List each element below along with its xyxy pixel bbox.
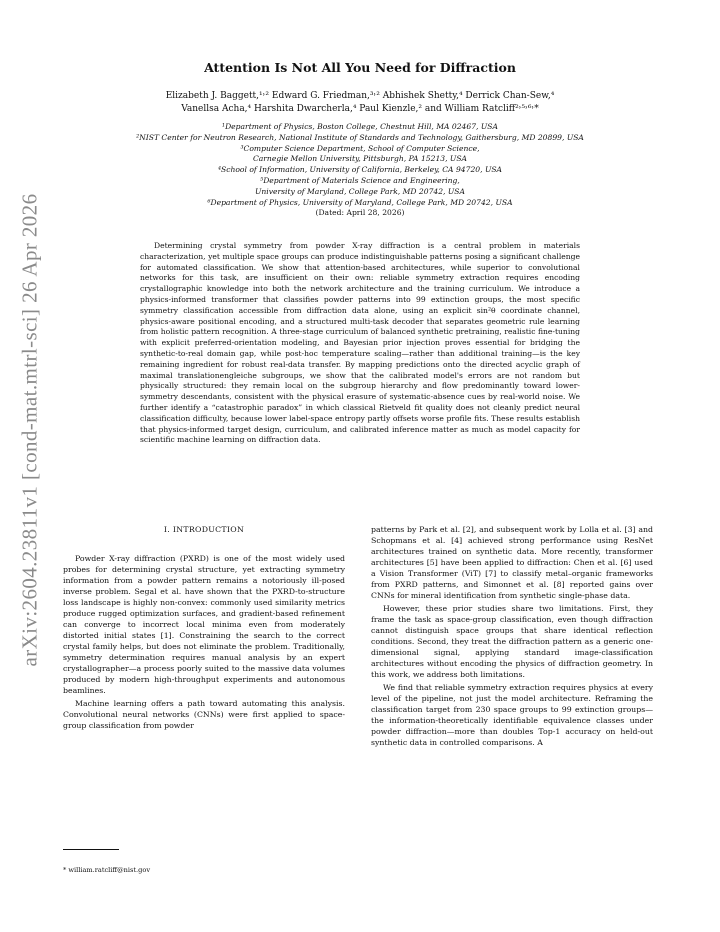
left-column: [63, 524, 345, 731]
paragraph: patterns by Park et al. [2], and subsequent work by Lolla et al. [3] and Schopmans et al. [4] achieved strong performance using ResNet architectures trained on synthetic data. More recently, transformer architectures [5] have been applied to diffraction: Chen et al. [6] used a Vision Transformer (ViT) [7] to classify metal–organic frameworks from PXRD patterns, and Simonnet et al. [8] reported gains over CNNs for mineral identification from synthetic single-phase data.: [371, 525, 653, 600]
paragraph: We find that reliable symmetry extraction requires physics at every level of the pipeline, not just the model architecture. Reframing the classification target from 230 space groups to 99 extinction groups—the information-theoretically identifiable equivalence classes under powder diffraction—more than doubles Top-1 accuracy on held-out synthetic data in controlled comparisons. A: [371, 683, 653, 747]
author-list: [0, 90, 720, 116]
affiliation-line: Carnegie Mellon University, Pittsburgh, PA 15213, USA: [252, 154, 468, 164]
affiliation-line: ³Computer Science Department, School of Computer Science,: [240, 143, 480, 153]
affiliation-line: ⁶Department of Physics, University of Maryland, College Park, MD 20742, USA: [207, 197, 513, 207]
footnote-divider: [63, 849, 119, 850]
arxiv-sidebar-stamp: [14, 190, 46, 670]
section-heading: I. INTRODUCTION: [163, 525, 245, 534]
arxiv-identifier: arXiv:2604.23811v1 [cond-mat.mtrl-sci] 26 Apr 2026: [17, 193, 42, 667]
affiliation-line: ²NIST Center for Neutron Research, National Institute of Standards and Technology, Gaithersburg, MD 20899, USA: [136, 132, 584, 142]
author-line: Elizabeth J. Baggett,¹˒² Edward G. Friedman,³˒² Abhishek Shetty,⁴ Derrick Chan-Sew,⁴: [165, 91, 555, 101]
footnote: * william.ratcliff@nist.gov: [63, 866, 151, 874]
paragraph: However, these prior studies share two limitations. First, they frame the task as space-group classification, even though diffraction cannot distinguish space groups that share identical reflection conditions. Second, they treat the diffraction pattern as a generic one-dimensional signal, applying standard image-classification architectures without encoding the physics of diffraction geometry. In this work, we address both limitations.: [371, 604, 653, 679]
affiliation-list: [0, 122, 720, 219]
affiliation-line: ⁵Department of Materials Science and Engineering,: [260, 175, 460, 185]
paragraph: Powder X-ray diffraction (PXRD) is one of the most widely used probes for determining crystal structure, yet extracting symmetry information from a powder pattern remains a notoriously ill-posed inverse problem. Segal et al. have shown that the PXRD-to-structure loss landscape is highly non-convex: commonly used similarity metrics produce rugged optimization surfaces, and gradient-based refinement can converge to incorrect local minima even from moderately distorted initial states [1]. Constraining the search to the correct crystal family helps, but does not eliminate the problem. Traditionally, symmetry determination requires manual analysis by an expert crystallographer—a process poorly suited to the massive data volumes produced by modern high-throughput experiments and autonomous beamlines.: [63, 554, 345, 695]
paper-title: Attention Is Not All You Need for Diffraction: [204, 60, 516, 75]
right-column: [371, 524, 653, 748]
affiliation-line: ⁴School of Information, University of California, Berkeley, CA 94720, USA: [217, 165, 503, 175]
abstract: Determining crystal symmetry from powder X-ray diffraction is a central problem in materials characterization, yet multiple space groups can produce indistinguishable patterns posing a significant challenge for automated classification. We show that attention-based architectures, while superior to convolutional networks for this task, are insufficient on their own: reliable symmetry extraction requires encoding crystallographic knowledge into both the network architecture and the training curriculum. We introduce a physics-informed transformer that classifies powder patterns into 99 extinction groups, the most specific symmetry classification accessible from diffraction data alone, using an explicit sin²θ coordinate channel, physics-aware positional encoding, and a structured multi-task decoder that separates geometric rule learning from holistic pattern recognition. A three-stage curriculum of balanced synthetic pretraining, realistic fine-tuning with explicit preferred-orientation modeling, and Bayesian prior injection proves essential for bridging the synthetic-to-real domain gap, while post-hoc temperature scaling—rather than additional training—is the key remaining ingredient for robust real-data transfer. By mapping predictions onto the directed acyclic graph of maximal translationengleiche subgroups, we show that the calibrated model's errors are not random but physically structured: they remain local on the subgroup hierarchy and flow predominantly toward lower-symmetry descendants, consistent with the physical erasure of systematic-absence cues by real-world noise. We further identify a “catastrophic paradox” in which classical Rietveld fit quality does not cleanly predict neural classification difficulty, because lower label-space entropy partly offsets worse profile fits. These results establish that physics-informed target design, curriculum, and calibrated inference matter as much as model capacity for scientific machine learning on diffraction data.: [140, 241, 580, 445]
paragraph: Machine learning offers a path toward automating this analysis. Convolutional neural networks (CNNs) were first applied to space-group classification from powder: [63, 699, 345, 730]
dated-line: (Dated: April 28, 2026): [315, 208, 405, 218]
affiliation-line: University of Maryland, College Park, MD 20742, USA: [255, 186, 465, 196]
author-line: Vanellsa Acha,⁴ Harshita Dwarcherla,⁴ Paul Kienzle,² and William Ratcliff²˒⁵˒⁶˒*: [181, 104, 539, 114]
affiliation-line: ¹Department of Physics, Boston College, Chestnut Hill, MA 02467, USA: [222, 122, 498, 131]
